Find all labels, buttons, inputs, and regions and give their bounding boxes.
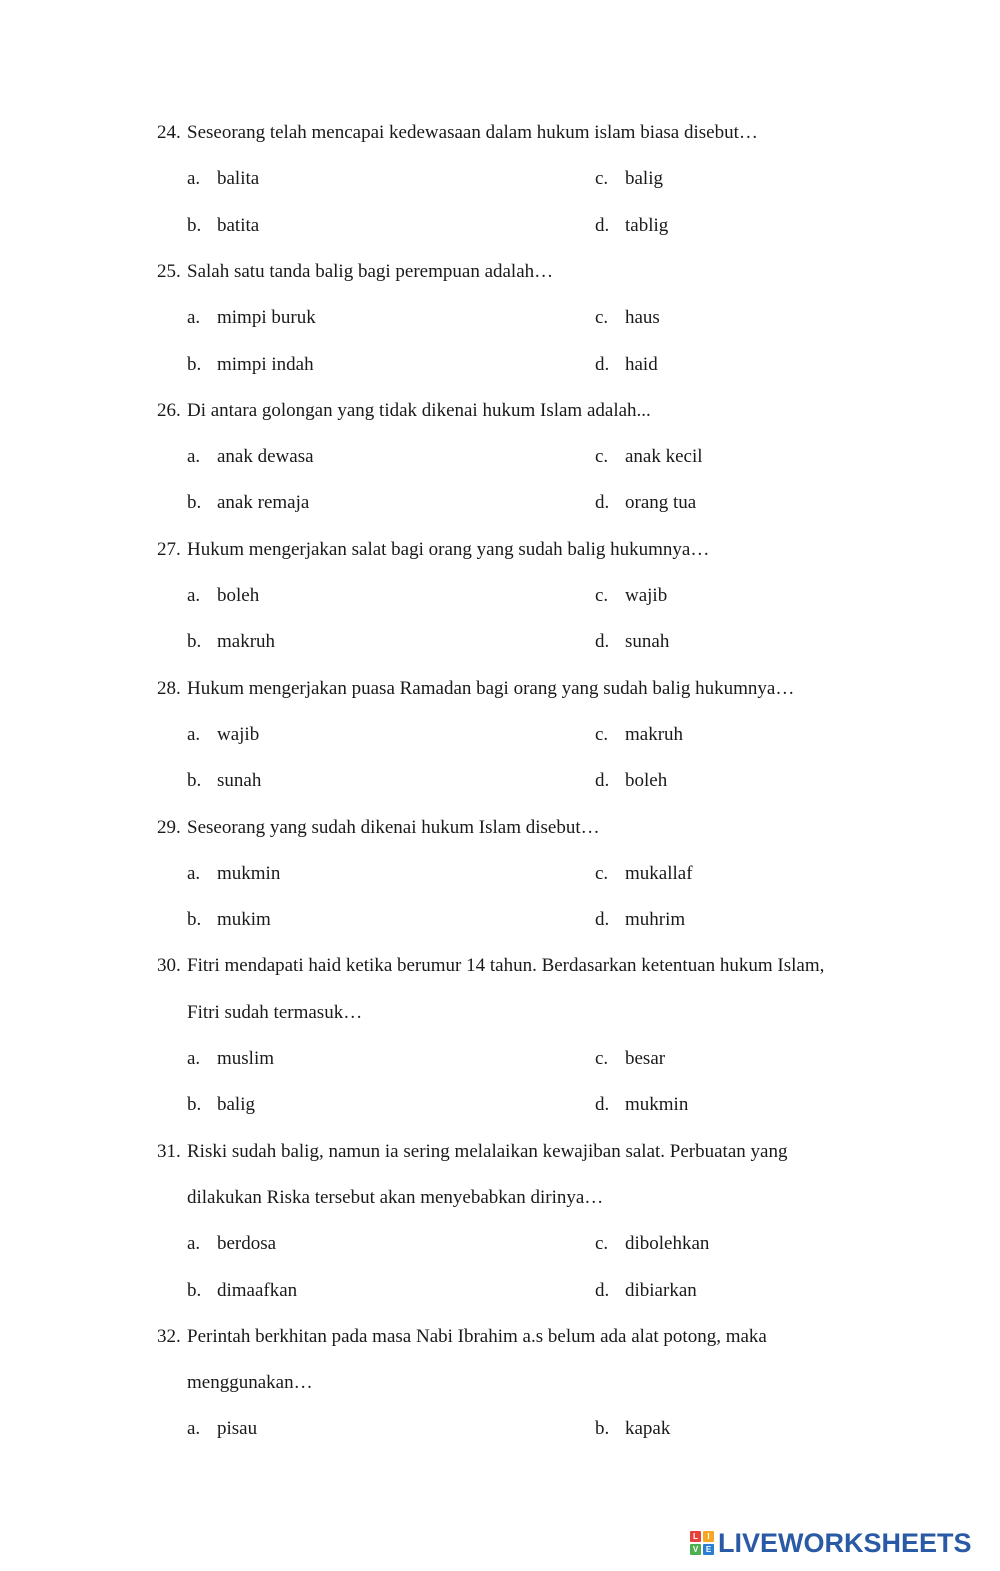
option-letter: d. <box>595 909 610 930</box>
option-text: dibolehkan <box>625 1233 710 1254</box>
question-text: dilakukan Riska tersebut akan menyebabkan dirinya… <box>187 1187 604 1208</box>
logo-mark-icon <box>690 1531 714 1555</box>
question-number: 26. <box>157 400 181 421</box>
option-letter: d. <box>595 770 610 791</box>
option-letter: a. <box>187 1418 201 1439</box>
option-text: anak kecil <box>625 446 703 467</box>
logo-letter: L <box>690 1531 701 1542</box>
option-text: anak remaja <box>217 492 310 513</box>
option-letter: d. <box>595 1094 610 1115</box>
option-text: mukmin <box>625 1094 689 1115</box>
option-letter: b. <box>187 631 202 652</box>
option-letter: a. <box>187 446 201 467</box>
option-letter: b. <box>595 1418 610 1439</box>
option-letter: d. <box>595 215 610 236</box>
option-letter: c. <box>595 168 609 189</box>
liveworksheets-logo <box>690 1526 972 1560</box>
option-letter: d. <box>595 354 610 375</box>
logo-letter: V <box>690 1544 701 1555</box>
option-text: sunah <box>217 770 262 791</box>
logo-letter: I <box>703 1531 714 1542</box>
question-number: 30. <box>157 955 181 976</box>
option-letter: a. <box>187 1233 201 1254</box>
option-text: mimpi indah <box>217 354 314 375</box>
question-number: 24. <box>157 122 181 143</box>
question-text: Salah satu tanda balig bagi perempuan adalah… <box>187 261 554 282</box>
option-text: pisau <box>217 1418 258 1439</box>
question-number: 27. <box>157 539 181 560</box>
option-text: sunah <box>625 631 670 652</box>
option-letter: c. <box>595 307 609 328</box>
option-letter: b. <box>187 909 202 930</box>
option-letter: c. <box>595 724 609 745</box>
option-letter: b. <box>187 1280 202 1301</box>
question-number: 29. <box>157 817 181 838</box>
question-number: 31. <box>157 1141 181 1162</box>
question-text: menggunakan… <box>187 1372 313 1393</box>
option-text: wajib <box>625 585 668 606</box>
question-text: Fitri sudah termasuk… <box>187 1002 363 1023</box>
option-text: mukmin <box>217 863 281 884</box>
option-text: wajib <box>217 724 260 745</box>
option-text: kapak <box>625 1418 671 1439</box>
option-letter: d. <box>595 631 610 652</box>
option-text: anak dewasa <box>217 446 314 467</box>
question-text: Riski sudah balig, namun ia sering melalaikan kewajiban salat. Perbuatan yang <box>187 1141 788 1162</box>
option-letter: b. <box>187 770 202 791</box>
brand-text: LIVEWORKSHEETS <box>718 1527 972 1558</box>
option-text: haid <box>625 354 658 375</box>
option-text: makruh <box>217 631 276 652</box>
option-letter: c. <box>595 1048 609 1069</box>
option-text: balita <box>217 168 260 189</box>
option-text: muslim <box>217 1048 275 1069</box>
option-text: muhrim <box>625 909 686 930</box>
option-text: haus <box>625 307 660 328</box>
logo-letter: E <box>703 1544 714 1555</box>
option-letter: a. <box>187 585 201 606</box>
option-text: dibiarkan <box>625 1280 697 1301</box>
option-letter: a. <box>187 863 201 884</box>
option-text: boleh <box>625 770 668 791</box>
option-text: makruh <box>625 724 684 745</box>
option-letter: b. <box>187 1094 202 1115</box>
option-letter: b. <box>187 354 202 375</box>
option-letter: b. <box>187 215 202 236</box>
option-text: balig <box>217 1094 255 1115</box>
option-text: balig <box>625 168 663 189</box>
option-letter: c. <box>595 1233 609 1254</box>
option-letter: b. <box>187 492 202 513</box>
option-letter: c. <box>595 585 609 606</box>
question-number: 28. <box>157 678 181 699</box>
option-text: batita <box>217 215 260 236</box>
option-letter: a. <box>187 1048 201 1069</box>
option-letter: a. <box>187 168 201 189</box>
option-text: berdosa <box>217 1233 277 1254</box>
question-number: 25. <box>157 261 181 282</box>
question-text: Hukum mengerjakan salat bagi orang yang sudah balig hukumnya… <box>187 539 710 560</box>
option-text: dimaafkan <box>217 1280 298 1301</box>
option-letter: a. <box>187 724 201 745</box>
option-text: mukallaf <box>625 863 693 884</box>
option-text: orang tua <box>625 492 697 513</box>
option-letter: d. <box>595 1280 610 1301</box>
option-text: tablig <box>625 215 669 236</box>
question-number: 32. <box>157 1326 181 1347</box>
option-text: mimpi buruk <box>217 307 316 328</box>
option-letter: c. <box>595 863 609 884</box>
option-letter: c. <box>595 446 609 467</box>
question-text: Perintah berkhitan pada masa Nabi Ibrahim a.s belum ada alat potong, maka <box>187 1326 767 1347</box>
question-text: Fitri mendapati haid ketika berumur 14 tahun. Berdasarkan ketentuan hukum Islam, <box>187 955 825 976</box>
option-letter: d. <box>595 492 610 513</box>
question-text: Di antara golongan yang tidak dikenai hukum Islam adalah... <box>187 400 651 421</box>
question-text: Seseorang yang sudah dikenai hukum Islam disebut… <box>187 817 600 838</box>
question-text: Seseorang telah mencapai kedewasaan dalam hukum islam biasa disebut… <box>187 122 758 143</box>
option-text: boleh <box>217 585 260 606</box>
option-text: besar <box>625 1048 666 1069</box>
option-text: mukim <box>217 909 271 930</box>
option-letter: a. <box>187 307 201 328</box>
question-text: Hukum mengerjakan puasa Ramadan bagi orang yang sudah balig hukumnya… <box>187 678 795 699</box>
